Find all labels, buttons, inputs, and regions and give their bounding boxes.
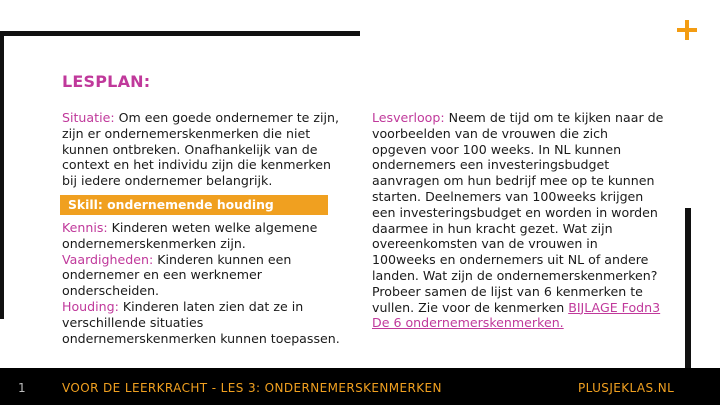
slide-number: 1 xyxy=(18,381,26,395)
vaardigheden-label: Vaardigheden: xyxy=(62,251,154,267)
houding-paragraph xyxy=(62,299,347,346)
footer-caption: VOOR DE LEERKRACHT - LES 3: ONDERNEMERSKENMERKEN xyxy=(62,381,442,395)
kennis-text: Kinderen weten welke algemene ondernemerskenmerken zijn. xyxy=(62,219,318,251)
skill-banner: Skill: ondernemende houding xyxy=(60,195,328,215)
houding-text: Kinderen laten zien dat ze in verschillende situaties ondernemerskenmerken kunnen toepassen. xyxy=(62,298,340,346)
page-title: LESPLAN: xyxy=(62,72,151,91)
right-decorative-bar xyxy=(685,208,691,368)
situatie-text: Om een goede ondernemer te zijn, zijn er ondernemerskenmerken die niet kunnen ontbreken. Onafhankelijk van de context en het individu zijn die kenmerken bij iedere ondernemer belangrijk. xyxy=(62,110,340,189)
lesverloop-label: Lesverloop: xyxy=(372,110,445,125)
right-column xyxy=(372,110,664,331)
vaardigheden-paragraph xyxy=(62,252,347,299)
houding-label: Houding: xyxy=(62,298,119,314)
kennis-label: Kennis: xyxy=(62,219,108,235)
footer-brand: PLUSJEKLAS.NL xyxy=(578,381,675,395)
left-decorative-bar xyxy=(0,31,4,319)
situatie-label: Situatie: xyxy=(62,110,115,125)
lesverloop-text: Neem de tijd om te kijken naar de voorbeelden van de vrouwen die zich opgeven voor 100 weeks. In NL kunnen ondernemers een investeringsbudget aanvragen om hun bedrijf mee op te kunnen starten. Deelnemers van 100weeks krijgen een investeringsbudget en worden in worden daarmee in hun kracht gezet. Wat zijn overeenkomsten van de vrouwen in 100weeks en ondernemers uit NL of andere landen. Wat zijn de ondernemerskenmerken? Probeer samen de lijst van 6 kenmerken te vullen. Zie voor de kenmerken xyxy=(372,110,664,315)
lesverloop-paragraph xyxy=(372,110,664,331)
vaardigheden-text: Kinderen kunnen een ondernemer en een werknemer onderscheiden. xyxy=(62,251,292,299)
bijlage-link[interactable]: BIJLAGE Fodn3 De 6 ondernemerskenmerken. xyxy=(372,299,661,331)
kennis-paragraph xyxy=(62,220,347,252)
situatie-paragraph xyxy=(62,110,347,189)
plus-icon xyxy=(677,20,697,40)
top-decorative-bar xyxy=(0,31,360,36)
left-column xyxy=(62,110,347,346)
